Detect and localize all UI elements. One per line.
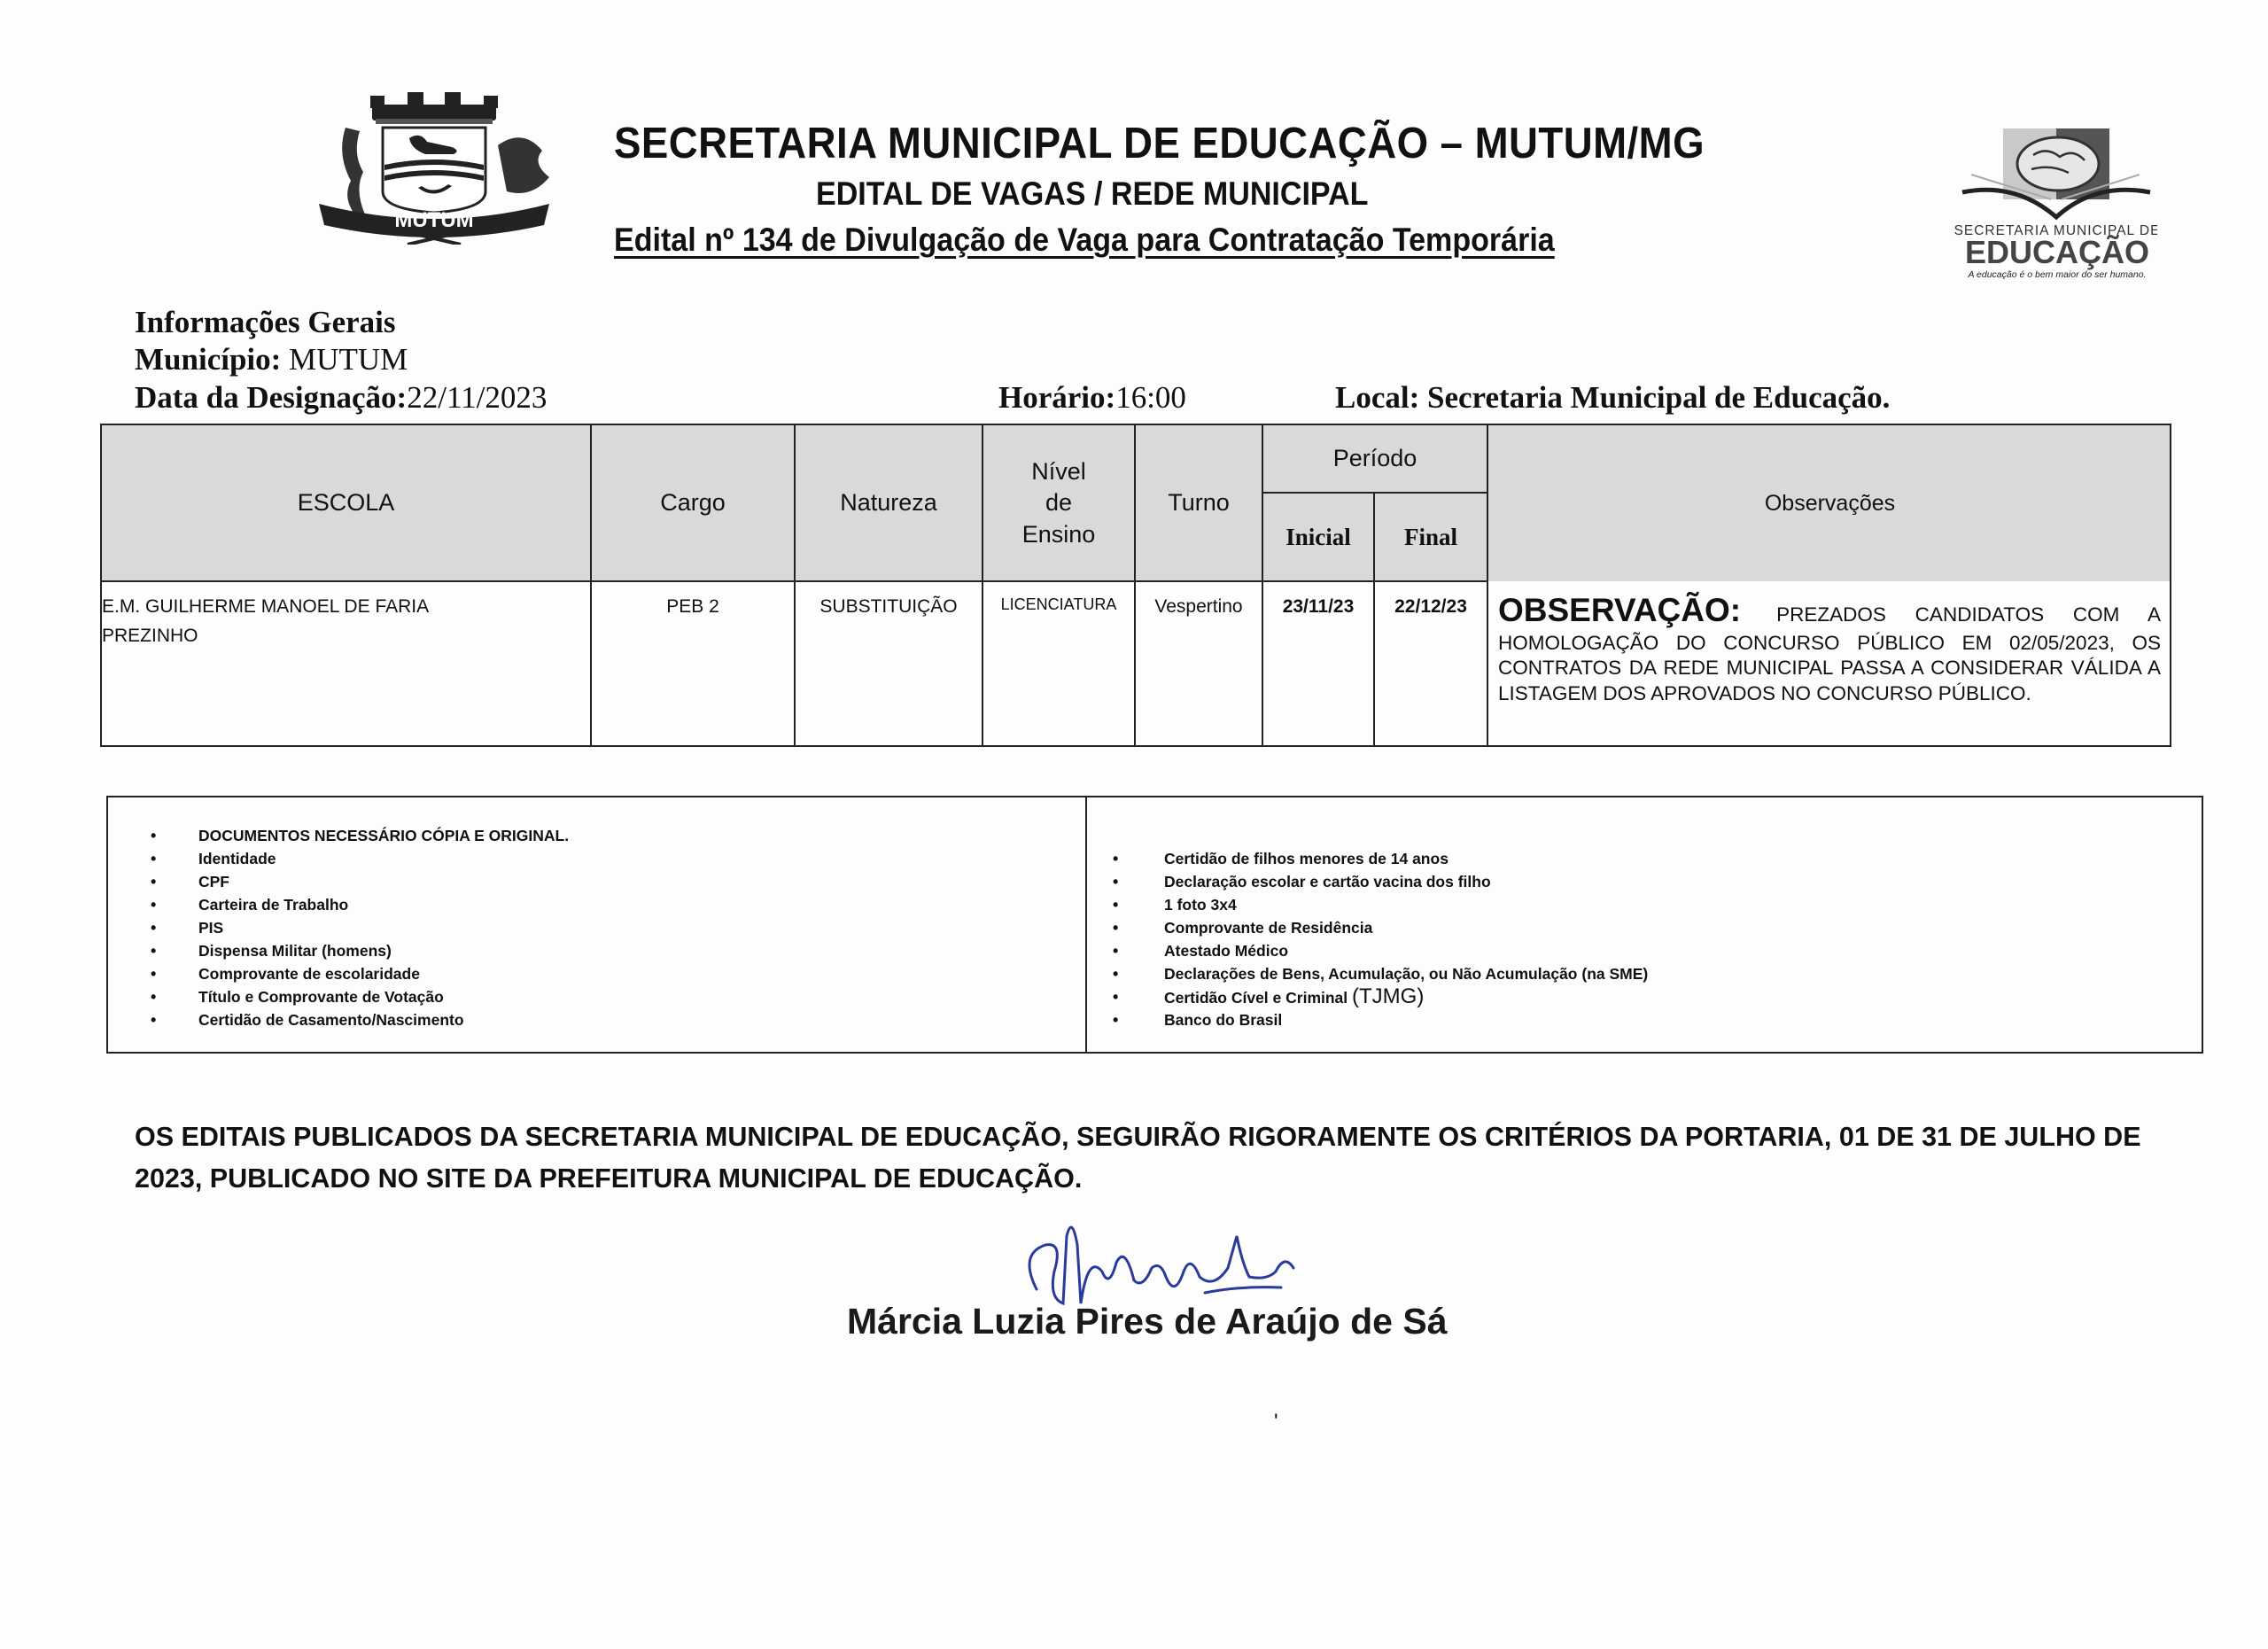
cell-turno: Vespertino bbox=[1154, 596, 1243, 617]
municipio-value: MUTUM bbox=[281, 342, 408, 377]
local-label: Local: bbox=[1335, 380, 1420, 415]
header-final: Final bbox=[1403, 524, 1457, 550]
cell-observacao bbox=[1498, 590, 2161, 706]
municipio-label: Município: bbox=[135, 342, 282, 377]
horario-label: Horário: bbox=[998, 380, 1116, 415]
edital-heading: Edital nº 134 de Divulgação de Vaga para Contratação Temporária bbox=[614, 222, 1555, 258]
document-item: • Comprovante de Residência bbox=[1086, 916, 1648, 939]
header-escola: ESCOLA bbox=[297, 489, 395, 517]
page-title: SECRETARIA MUNICIPAL DE EDUCAÇÃO – MUTUM/MG bbox=[614, 120, 1705, 167]
cell-cargo: PEB 2 bbox=[666, 596, 719, 617]
document-item: • 1 foto 3x4 bbox=[1086, 893, 1648, 916]
document-item: • Título e Comprovante de Votação bbox=[108, 985, 569, 1008]
observacao-label: OBSERVAÇÃO: bbox=[1498, 592, 1742, 628]
cell-inicial: 23/11/23 bbox=[1282, 596, 1355, 617]
signer-name: Márcia Luzia Pires de Araújo de Sá bbox=[847, 1301, 1448, 1342]
document-item: • Comprovante de escolaridade bbox=[108, 962, 569, 985]
document-item bbox=[1086, 985, 1648, 1008]
header-inicial: Inicial bbox=[1285, 524, 1351, 550]
document-item-text: Certidão Cível e Criminal bbox=[1164, 989, 1353, 1007]
documents-box bbox=[106, 796, 2203, 1054]
data-label: Data da Designação: bbox=[135, 380, 408, 415]
observacao-text: PREZADOS CANDIDATOS COM A HOMOLOGAÇÃO DO CONCURSO PÚBLICO EM 02/05/2023, OS CONTRATOS DA REDE MUNICIPAL PASSA A CONSIDERAR VÁLIDA A LISTAGEM DOS APROVADOS NO CONCURSO PÚBLICO. bbox=[1498, 603, 2161, 704]
info-horario bbox=[998, 380, 1186, 416]
header-periodo: Período bbox=[1332, 445, 1418, 472]
header-nivel-ensino bbox=[983, 425, 1134, 581]
info-data-designacao bbox=[135, 380, 547, 416]
nivel-line3: Ensino bbox=[1021, 520, 1096, 548]
crest-label: MUTUM bbox=[394, 208, 474, 232]
header-natureza: Natureza bbox=[840, 489, 937, 517]
document-item: • Certidão de filhos menores de 14 anos bbox=[1086, 847, 1648, 870]
cell-final: 22/12/23 bbox=[1394, 596, 1467, 617]
document-item: • Certidão de Casamento/Nascimento bbox=[108, 1008, 569, 1031]
nivel-line1: Nível bbox=[1031, 458, 1086, 486]
page-subtitle: EDITAL DE VAGAS / REDE MUNICIPAL bbox=[816, 175, 1369, 212]
logo-line1: SECRETARIA MUNICIPAL DE bbox=[1953, 223, 2157, 238]
header-turno: Turno bbox=[1168, 489, 1230, 517]
local-value: Secretaria Municipal de Educação. bbox=[1419, 380, 1891, 415]
documents-list-right bbox=[1086, 847, 1648, 1031]
data-value: 22/11/2023 bbox=[407, 380, 548, 415]
info-heading: Informações Gerais bbox=[135, 305, 396, 339]
document-item: • Atestado Médico bbox=[1086, 939, 1648, 962]
escola-line2: PREZINHO bbox=[102, 625, 198, 646]
escola-line1: E.M. GUILHERME MANOEL DE FARIA bbox=[102, 596, 430, 617]
document-item: • Dispensa Militar (homens) bbox=[108, 939, 569, 962]
logo-tagline: A educação é o bem maior do ser humano. bbox=[1968, 269, 2147, 280]
mutum-coat-of-arms-logo bbox=[310, 92, 558, 245]
cell-escola bbox=[102, 582, 590, 747]
document-item: • PIS bbox=[108, 916, 569, 939]
document-item: • Carteira de Trabalho bbox=[108, 893, 569, 916]
horario-value: 16:00 bbox=[1115, 380, 1186, 415]
document-item: • Identidade bbox=[108, 847, 569, 870]
cell-natureza: SUBSTITUIÇÃO bbox=[819, 596, 958, 617]
documents-list-left bbox=[108, 824, 569, 1031]
brain-book-icon bbox=[1962, 128, 2150, 217]
footer-note: OS EDITAIS PUBLICADOS DA SECRETARIA MUNICIPAL DE EDUCAÇÃO, SEGUIRÃO RIGORAMENTE OS CRITÉRIOS DA PORTARIA, 01 DE 31 DE JULHO DE 2023, PUBLICADO NO SITE DA PREFEITURA MUNICIPAL DE EDUCAÇÃO. bbox=[135, 1122, 2141, 1194]
tjmg-suffix: (TJMG) bbox=[1352, 984, 1425, 1008]
header-observacoes: Observações bbox=[1764, 490, 1896, 516]
document-item: • DOCUMENTOS NECESSÁRIO CÓPIA E ORIGINAL. bbox=[108, 824, 569, 847]
header-cargo: Cargo bbox=[660, 489, 726, 517]
crown-icon bbox=[370, 92, 498, 124]
document-item: • CPF bbox=[108, 870, 569, 893]
document-item: • Banco do Brasil bbox=[1086, 1008, 1648, 1031]
nivel-line2: de bbox=[1045, 489, 1073, 517]
info-local bbox=[1335, 380, 1890, 416]
cell-nivel: LICENCIATURA bbox=[1000, 595, 1117, 613]
info-municipio bbox=[135, 342, 408, 377]
document-item: • Declaração escolar e cartão vacina dos filho bbox=[1086, 870, 1648, 893]
document-item: • Declarações de Bens, Acumulação, ou Não Acumulação (na SME) bbox=[1086, 962, 1648, 985]
secretaria-educacao-logo bbox=[1918, 111, 2157, 292]
stray-mark: ' bbox=[1274, 1410, 1278, 1434]
logo-line2: EDUCAÇÃO bbox=[1964, 234, 2150, 270]
